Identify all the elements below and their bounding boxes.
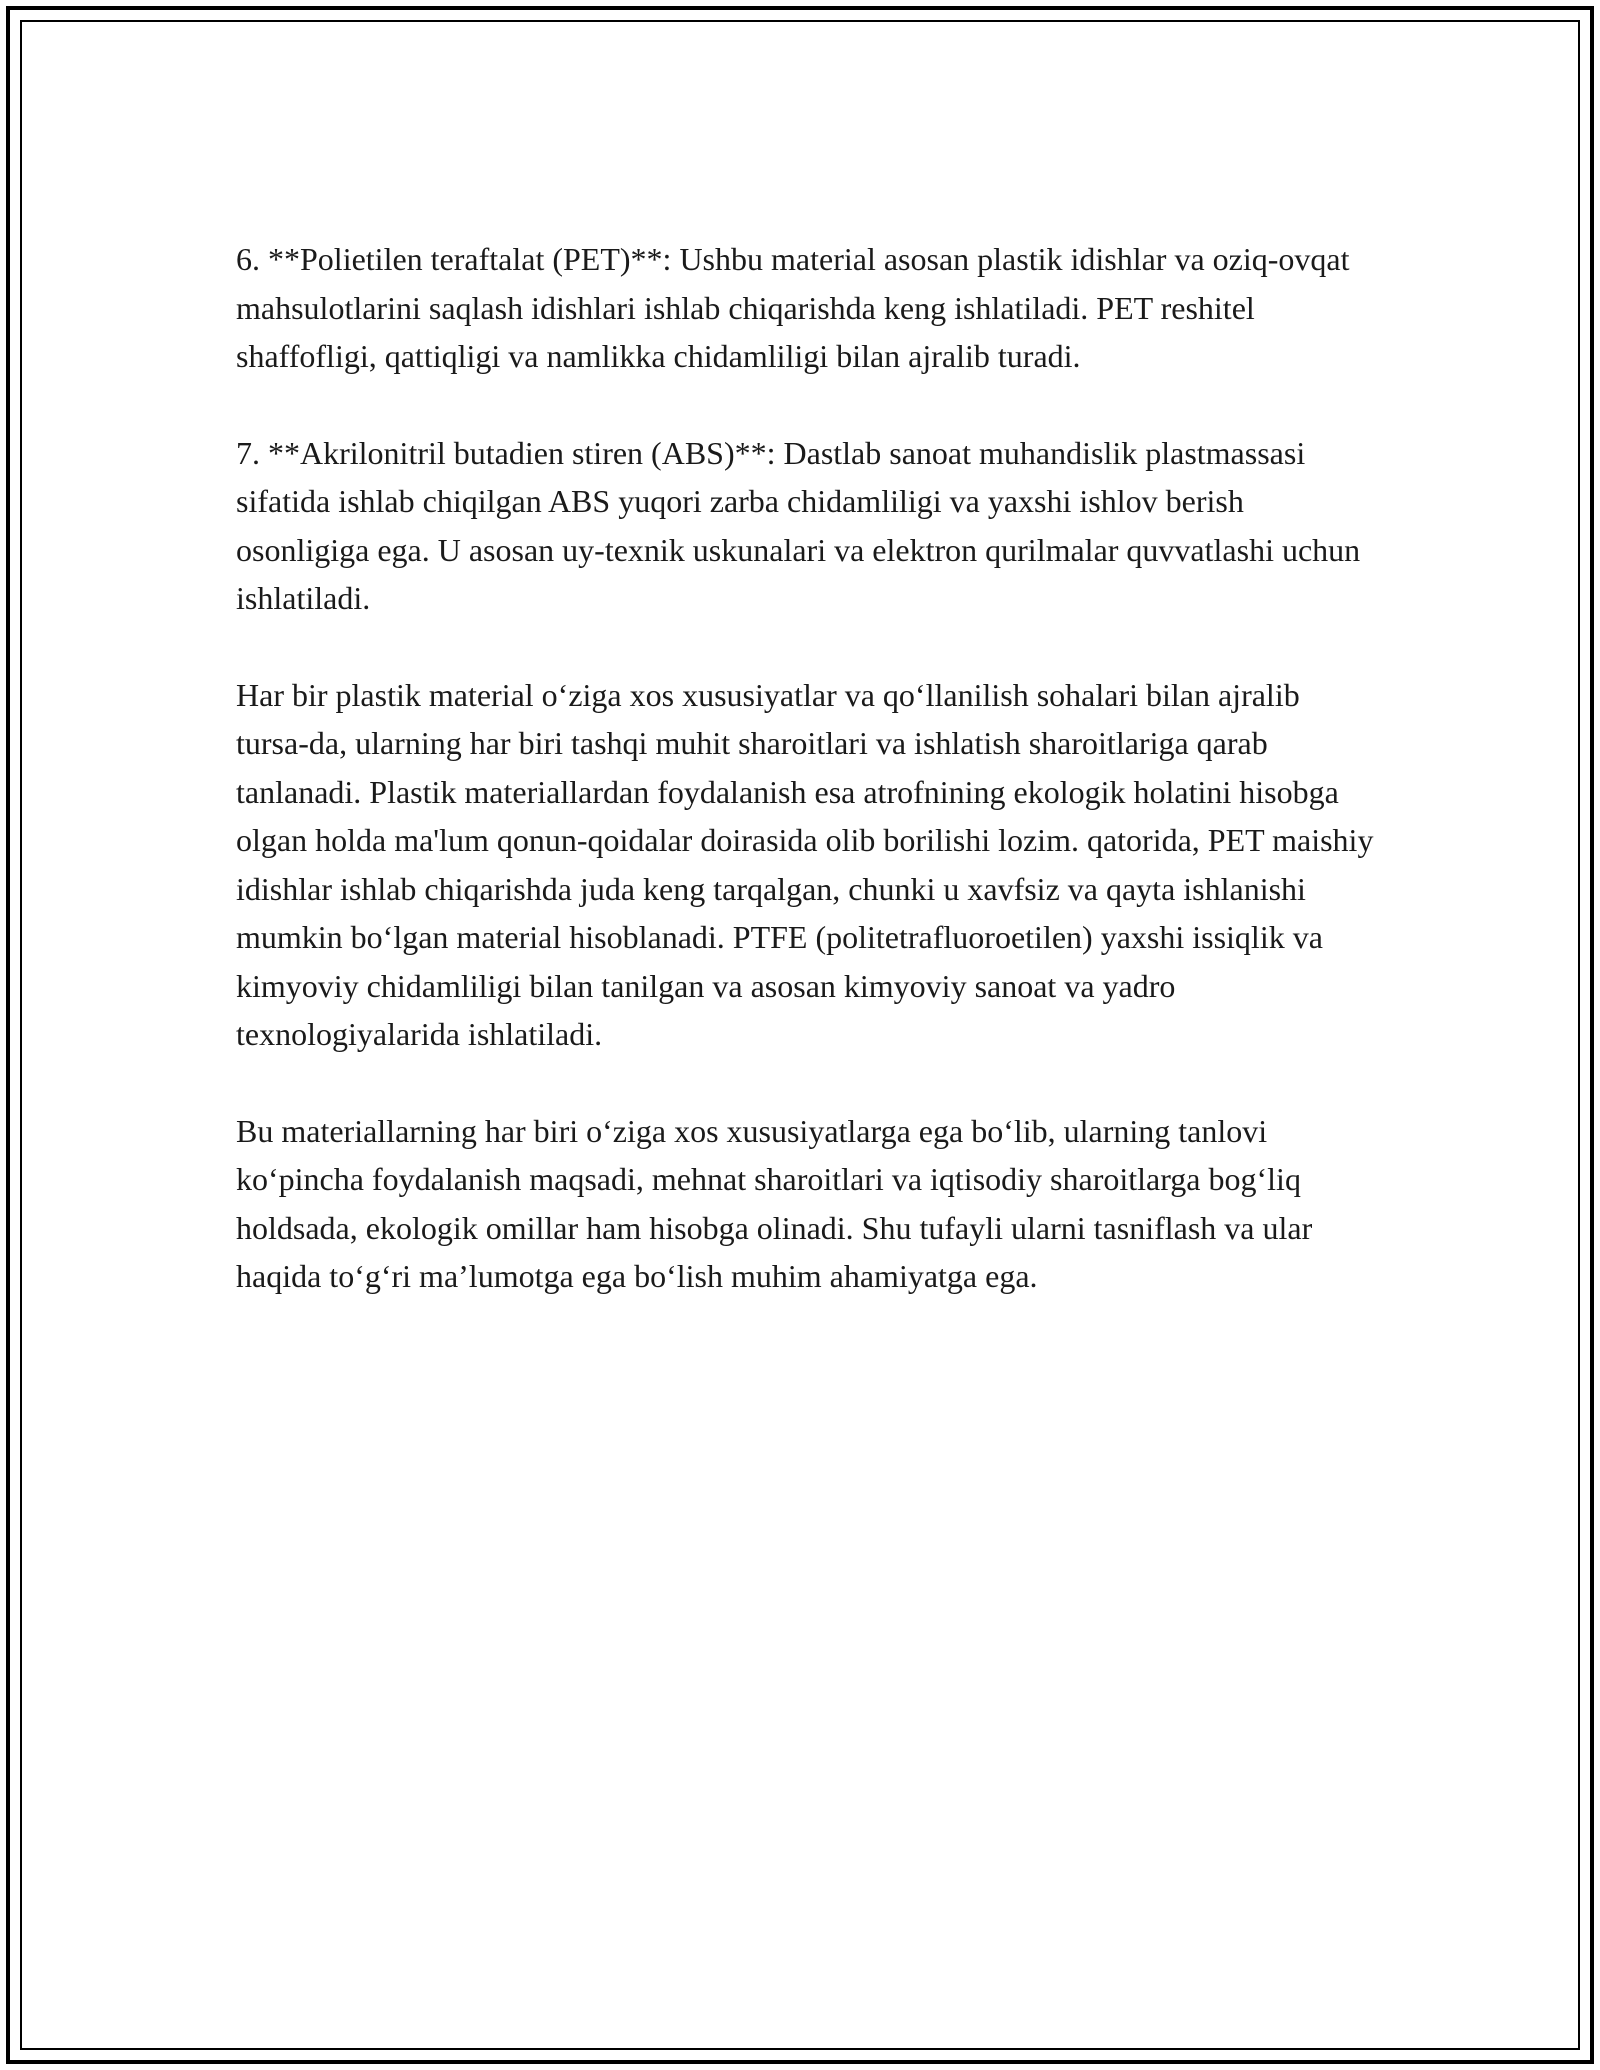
document-body [236, 235, 1376, 1349]
paragraph-pet: 6. **Polietilen teraftalat (PET)**: Ushbu material asosan plastik idishlar va oziq-ovqat mahsulotlarini saqlash idishlari ishlab chiqarishda keng ishlatiladi. PET reshitel shaffofligi, qattiqligi va namlikka chidamliligi bilan ajralib turadi. [236, 241, 1350, 374]
paragraph-plastic-selection: Har bir plastik material o‘ziga xos xususiyatlar va qo‘llanilish sohalari bilan ajralib tursa-da, ularning har biri tashqi muhit sharoitlari va ishlatish sharoitlariga qarab tanlanadi. Plastik materiallardan foydalanish esa atrofnining ekologik holatini hisobga olgan holda ma'lum qonun-qoidalar doirasida olib borilishi lozim. qatorida, PET maishiy idishlar ishlab chiqarishda juda keng tarqalgan, chunki u xavfsiz va qayta ishlanishi mumkin bo‘lgan material hisoblanadi. PTFE (politetrafluoroetilen) yaxshi issiqlik va kimyoviy chidamliligi bilan tanilgan va asosan kimyoviy sanoat va yadro texnologiyalarida ishlatiladi. [236, 676, 1374, 1052]
paragraph-conclusion: Bu materiallarning har biri o‘ziga xos xususiyatlarga ega bo‘lib, ularning tanlovi ko‘pincha foydalanish maqsadi, mehnat sharoitlari va iqtisodiy sharoitlarga bog‘liq holdsada, ekologik omillar ham hisobga olinadi. Shu tufayli ularni tasniflash va ular haqida to‘g‘ri ma’lumotga ega bo‘lish muhim ahamiyatga ega. [236, 1112, 1313, 1294]
paragraph-abs: 7. **Akrilonitril butadien stiren (ABS)**: Dastlab sanoat muhandislik plastmassasi sifatida ishlab chiqilgan ABS yuqori zarba chidamliligi va yaxshi ishlov berish osonligiga ega. U asosan uy-texnik uskunalari va elektron qurilmalar quvvatlashi uchun ishlatiladi. [236, 434, 1361, 616]
